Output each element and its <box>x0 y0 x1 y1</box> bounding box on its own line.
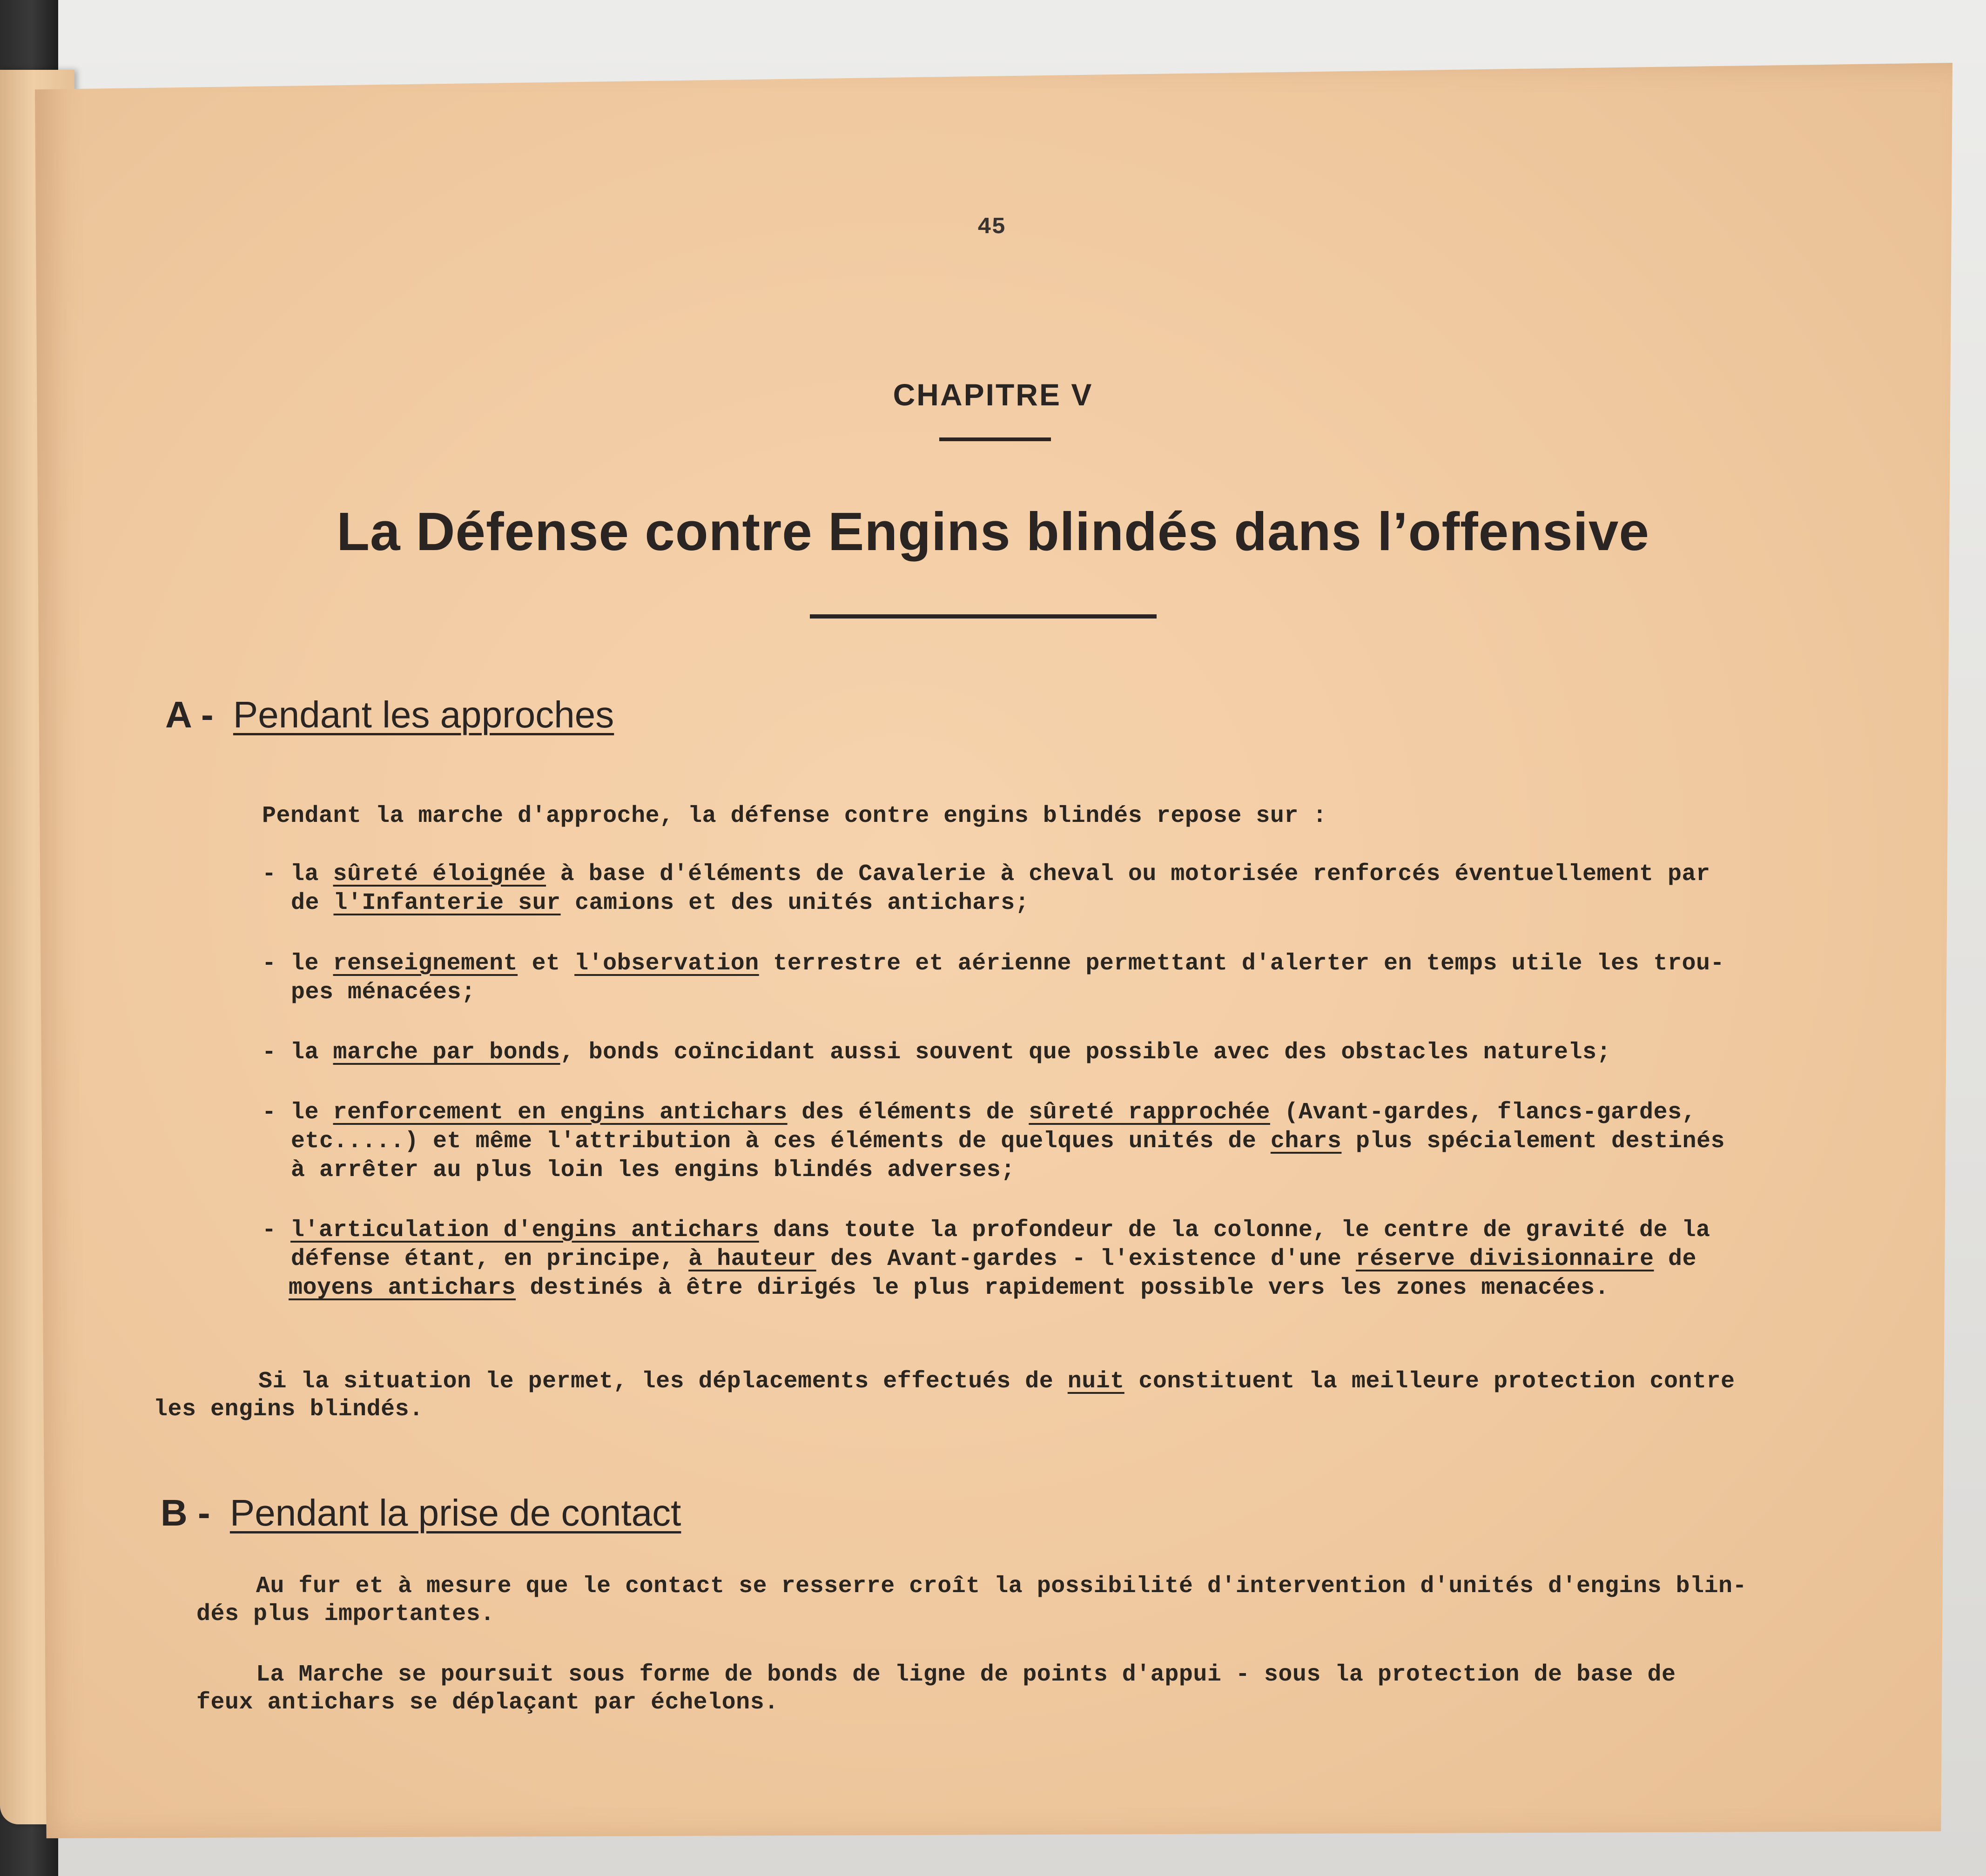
section-a-intro: Pendant la marche d'approche, la défense contre engins blindés repose sur : <box>262 803 1327 829</box>
list-item-3: - la marche par bonds, bonds coïncidant aussi souvent que possible avec des obstacles naturels; <box>262 1039 1611 1066</box>
underlined-term: à hauteur <box>688 1246 816 1272</box>
section-b-para-2-line-2: feux antichars se déplaçant par échelons. <box>196 1689 779 1716</box>
list-item-2-line-2: pes ménacées; <box>291 979 476 1006</box>
title-divider <box>810 614 1157 619</box>
underlined-term: renseignement <box>333 950 518 977</box>
underlined-term: réserve divisionnaire <box>1355 1246 1654 1272</box>
list-item-4-line-1: - le renforcement en engins antichars des éléments de sûreté rapprochée (Avant-gardes, flancs-gardes, <box>262 1099 1697 1126</box>
section-b-title: Pendant la prise de contact <box>229 1492 681 1533</box>
chapter-divider <box>939 437 1051 441</box>
list-item-5-line-2: défense étant, en principe, à hauteur des Avant-gardes - l'existence d'une réserve divisionnaire de <box>291 1246 1697 1272</box>
list-item-4-line-2: etc.....) et même l'attribution à ces éléments de quelques unités de chars plus spécialement destinés <box>291 1128 1725 1155</box>
underlined-term: renforcement en engins antichars <box>333 1099 788 1126</box>
chapter-label: CHAPITRE V <box>893 377 1093 412</box>
list-item-4-line-3: à arrêter au plus loin les engins blindés adverses; <box>291 1157 1015 1183</box>
section-b-letter: B - <box>161 1492 210 1533</box>
list-dash: - <box>262 861 276 888</box>
underlined-term: l'Infanterie sur <box>333 890 561 916</box>
list-dash: - <box>262 1099 276 1126</box>
underlined-term: marche par bonds <box>333 1039 560 1066</box>
list-dash: - <box>262 1039 276 1066</box>
list-item-5-line-1: - l'articulation d'engins antichars dans toute la profondeur de la colonne, le centre de gravité de la <box>262 1217 1710 1244</box>
list-dash: - <box>262 950 276 977</box>
page-number: 45 <box>977 214 1006 241</box>
section-b-para-1-line-2: dés plus importantes. <box>196 1601 495 1627</box>
underlined-term: l'observation <box>574 950 759 977</box>
section-b-para-2-line-1: La Marche se poursuit sous forme de bonds de ligne de points d'appui - sous la protection de base de <box>256 1661 1676 1688</box>
section-b-para-1-line-1: Au fur et à mesure que le contact se resserre croît la possibilité d'intervention d'unités d'engins blin- <box>256 1573 1747 1600</box>
list-item-5-line-3: moyens antichars destinés à être dirigés le plus rapidement possible vers les zones menacées. <box>289 1275 1609 1301</box>
list-item-2-line-1: - le renseignement et l'observation terrestre et aérienne permettant d'alerter en temps utile les trou- <box>262 950 1725 977</box>
section-a-title: Pendant les approches <box>233 694 614 735</box>
underlined-term: sûreté éloignée <box>333 861 546 888</box>
section-a-closing-line-1: Si la situation le permet, les déplacements effectués de nuit constituent la meilleure protection contre <box>258 1368 1735 1395</box>
underlined-term: nuit <box>1067 1368 1124 1395</box>
underlined-term: moyens antichars <box>289 1275 516 1301</box>
list-item-1-line-1: - la sûreté éloignée à base d'éléments de Cavalerie à cheval ou motorisée renforcés éventuellement par <box>262 861 1710 888</box>
section-a-letter: A - <box>165 694 214 735</box>
section-a-heading <box>165 693 614 736</box>
underlined-term: l'articulation d'engins antichars <box>290 1217 759 1244</box>
section-a-closing-line-2: les engins blindés. <box>154 1396 424 1423</box>
underlined-term: chars <box>1270 1128 1342 1155</box>
list-dash: - <box>262 1217 276 1244</box>
section-b-heading <box>161 1492 681 1534</box>
page-title: La Défense contre Engins blindés dans l’offensive <box>337 501 1649 562</box>
underlined-term: sûreté rapprochée <box>1029 1099 1270 1126</box>
list-item-1-line-2: de l'Infanterie sur camions et des unités antichars; <box>291 890 1030 916</box>
